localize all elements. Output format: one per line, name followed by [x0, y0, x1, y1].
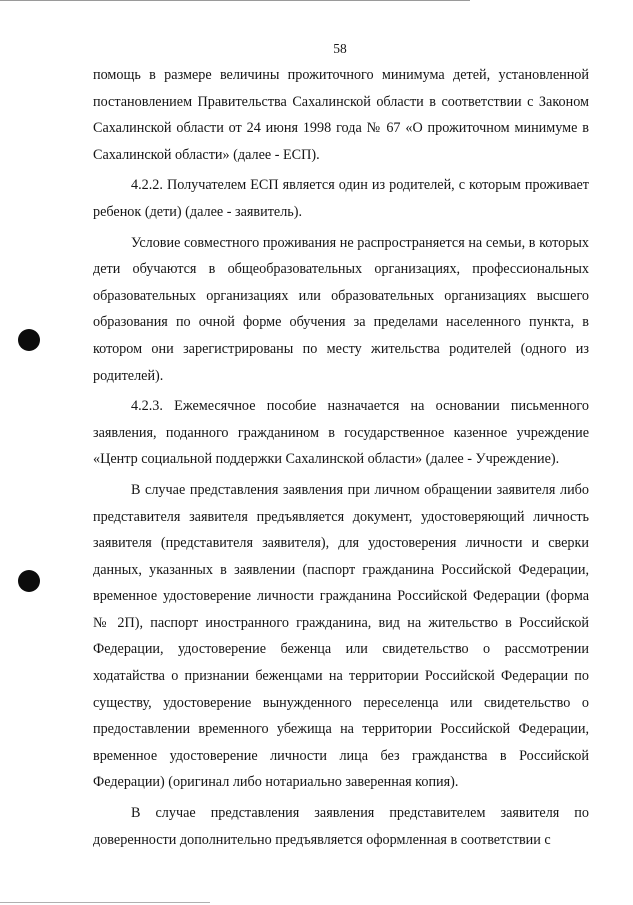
scan-bottom-edge-line	[0, 902, 210, 903]
paragraph-cohabitation-condition: Условие совместного проживания не распространяется на семьи, в которых дети обучаются в общеобразовательных организациях, профессиональных образовательных организациях или образовательных организациях высшего образования по очной форме обучения за пределами населенного пункта, в котором они зарегистрированы по месту жительства родителей (одного из родителей).	[93, 234, 589, 384]
page-number: 58	[333, 41, 347, 56]
paragraph-4-2-2: 4.2.2. Получателем ЕСП является один из родителей, с которым проживает ребенок (дети) (далее - заявитель).	[93, 177, 589, 220]
punch-hole-lower	[18, 570, 40, 592]
paragraph-continued: помощь в размере величины прожиточного минимума детей, установленной постановлением Правительства Сахалинской области в соответствии с Законом Сахалинской области от 24 июня 1998 года № 67 «О прожиточном минимуме в Сахалинской области» (далее - ЕСП).	[93, 67, 589, 163]
punch-hole-upper	[18, 329, 40, 351]
document-body	[93, 62, 589, 857]
paragraph-representative-application: В случае представления заявления представителем заявителя по доверенности дополнительно предъявляется оформленная в соответствии с	[93, 805, 589, 848]
paragraph-4-2-3: 4.2.3. Ежемесячное пособие назначается на основании письменного заявления, поданного гражданином в государственное казенное учреждение «Центр социальной поддержки Сахалинской области» (далее - Учреждение).	[93, 398, 589, 468]
paragraph-personal-application: В случае представления заявления при личном обращении заявителя либо представителя заявителя предъявляется документ, удостоверяющий личность заявителя (представителя заявителя), для удостоверения личности и сверки данных, указанных в заявлении (паспорт гражданина Российской Федерации, временное удостоверение личности гражданина Российской Федерации (форма № 2П), паспорт иностранного гражданина, вид на жительство в Российской Федерации, удостоверение беженца или свидетельство о рассмотрении ходатайства о признании беженцами на территории Российской Федерации по существу, удостоверение вынужденного переселенца или свидетельство о предоставлении временного убежища на территории Российской Федерации, временное удостоверение личности лица без гражданства в Российской Федерации) (оригинал либо нотариально заверенная копия).	[93, 481, 589, 791]
scan-top-edge-line	[0, 0, 470, 1]
